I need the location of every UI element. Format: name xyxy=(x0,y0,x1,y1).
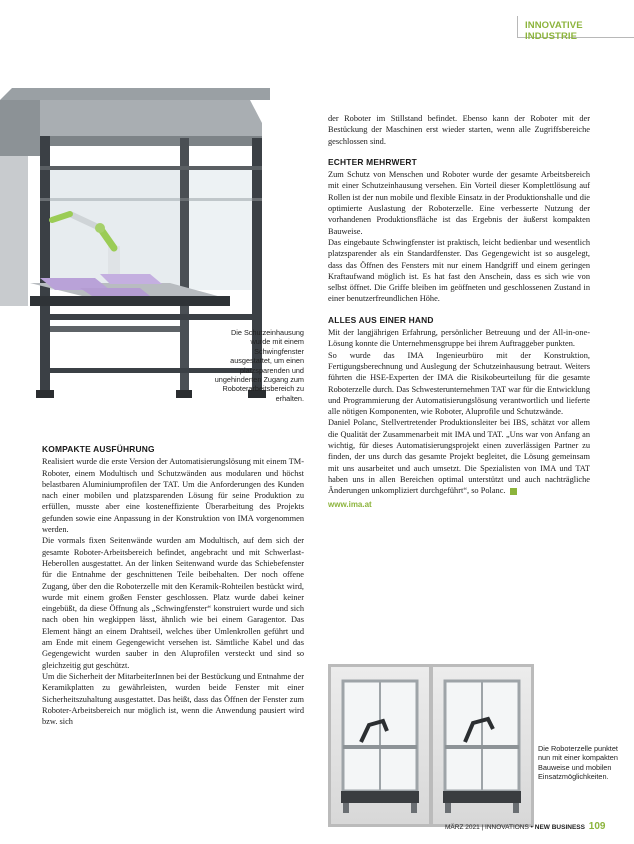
end-mark-icon xyxy=(510,488,517,495)
article-column-right xyxy=(328,113,590,510)
footer-separator: | xyxy=(481,824,484,831)
section-heading: KOMPAKTE AUSFÜHRUNG xyxy=(42,444,155,454)
issue-date: MÄRZ 2021 xyxy=(445,824,480,831)
photo-strip xyxy=(328,664,534,827)
quote-text: Daniel Polanc, Stellvertretender Produktionsleiter bei IBS, schätzt vor allem die Qualität der Zusammenarbeit mit IMA und TAT. „Uns war von Anfang an wichtig, für dieses Automatisierungsprojekt einen zuverlässigen Partner zu finden, der uns durch das gesamte Projekt begleitet, die Lösung gemeinsam mit uns ausarbeitet und auch umsetzt. Die Spezialisten von IMA und TAT haben uns in allen Bereichen optimal unterstützt und auch nachträgliche Änderungen unkompliziert durchgeführt“, so Polanc. xyxy=(328,418,590,496)
section-heading: ALLES AUS EINER HAND xyxy=(328,314,434,325)
website-link[interactable]: www.ima.at xyxy=(328,499,372,509)
figure-caption-top: Die Schutzeinhausung wurde mit einem Schwingfenster ausgestattet, um einen platzsparenden und ungehinderten Zugang zum Roboterarbeitsbereich zu erhalten. xyxy=(214,328,304,403)
paragraph xyxy=(328,417,590,496)
magazine-brand: NEW BUSINESS xyxy=(534,824,585,831)
footer-bullet: • xyxy=(530,824,533,831)
paragraph: der Roboter im Stillstand befindet. Ebenso kann der Roboter mit der Bestückung der Maschinen erst wieder starten, wenn alle Zugriffsbereiche geschlossen sind. xyxy=(328,114,590,146)
housing-block xyxy=(0,100,40,156)
paragraph: Um die Sicherheit der MitarbeiterInnen bei der Bestückung und Entnahme der Keramikplatten zu gewährleisten, wurden beide Fenster mit einer Sicherheitszuhaltung ausgestattet. Das heißt, dass das Öffnen der Fenster zum Roboter-Arbeitsbereich nur möglich ist, wenn die Anwendung pausiert wird bzw. sich xyxy=(42,671,304,727)
paragraph: Zum Schutz von Menschen und Roboter wurde der gesamte Arbeitsbereich mit einer Schutzeinhausung versehen. Ein Vorteil dieser Komplettlösung auf Rollen ist der nun mobile und flexible Einsatz in der Produktionshalle und die optimierte Auslastung der Roboterzelle. Eine verbesserte Nutzung der vorhandenen Produktionsfläche ist das Ergebnis der äußerst kompakten Bauweise. xyxy=(328,170,590,236)
paragraph: Die vormals fixen Seitenwände wurden am Modultisch, auf dem sich der gesamte Roboter-Arbeitsbereich befindet, angebracht und mit Schwerlast-Heberollen ausgestattet. An der linken Seitenwand wurde das Schiebefenster für die Entnahme der geschnittenen Teile beibehalten. Der noch offene Zugang, über den die Roboterzelle mit den Keramik-Rohteilen bestückt wird, wurde mit einem großen Fenster geschlossen. Platz wurde dabei keiner eingebüßt, da diese Öffnung als „Schwingfenster“ konstruiert wurde und sich nach oben hin wegkippen lässt, ähnlich wie bei einem Garagentor. Das Element hängt an einem Drahtseil, welches über Umlenkrollen geführt und am Ende mit einem Gegengewicht versehen ist. Sämtliche Kabel und das Gegengewicht wurden sauber in den Aluprofilen versteckt und sind so gleichzeitig gut geschützt. xyxy=(42,536,304,670)
magazine-name: INNOVATIONS xyxy=(485,824,529,831)
section-heading: ECHTER MEHRWERT xyxy=(328,156,417,167)
frame-column xyxy=(180,138,189,394)
paragraph: Realisiert wurde die erste Version der Automatisierungslösung mit einem TM-Roboter, einem Modultisch und Schutzwänden aus modularen und höchst belastbaren Aluminiumprofilen der TAT. Um die Anforderungen des Kunden nach einer mobilen und platzsparenden Lösung für seine Produktion zu erfüllen, musste aber eine kosteneffiziente Überarbeitung des Projekts gefunden sowie eine Anpassung in der Konstruktion von IMA vorgenommen werden. xyxy=(42,457,304,535)
page-number: 109 xyxy=(588,821,606,832)
robot-cell-photo xyxy=(331,667,429,824)
frame-column xyxy=(40,136,50,394)
article-column-left xyxy=(42,444,304,727)
figure-caption-bottom: Die Roboterzelle punktet nun mit einer kompakten Bauweise und mobilen Einsatzmöglichkeiten. xyxy=(538,744,618,782)
paragraph: Mit der langjährigen Erfahrung, persönlicher Betreuung und der All-in-one-Lösung konnte die Unternehmensgruppe bei ihrem Auftraggeber punkten. xyxy=(328,328,590,349)
robot-cell-photo xyxy=(433,667,531,824)
section-tag: INNOVATIVE INDUSTRIE xyxy=(517,16,634,38)
paragraph: So wurde das IMA Ingenieurbüro mit der Konstruktion, Fertigungsberechnung und Auslegung der Schutzeinhausung betraut. Weiters führten die HSE-Experten der IMA die Risikobeurteilung für die gesamte Roboterzelle durch. Das Schwesterunternehmen TAT war für die Entwicklung und Programmierung der Automatisierungslösung verantwortlich und lieferte alle nötigen Komponenten, wie Roboter, Aluprofile und Schutzwände. xyxy=(328,350,590,417)
page-footer xyxy=(445,821,615,832)
paragraph: Das eingebaute Schwingfenster ist praktisch, leicht bedienbar und wesentlich platzsparender als ein Standardfenster. Das Gegengewicht ist so ausgelegt, dass das Öffnen des Fensters mit nur einem Handgriff und einem geringen Kraftaufwand möglich ist. Es hat fast den Anschein, dass es sich wie von selbst öffnet. Die Griffe bleiben im geöffneten und geschlossenen Zustand in einer benutzerfreundlichen Höhe. xyxy=(328,237,590,304)
